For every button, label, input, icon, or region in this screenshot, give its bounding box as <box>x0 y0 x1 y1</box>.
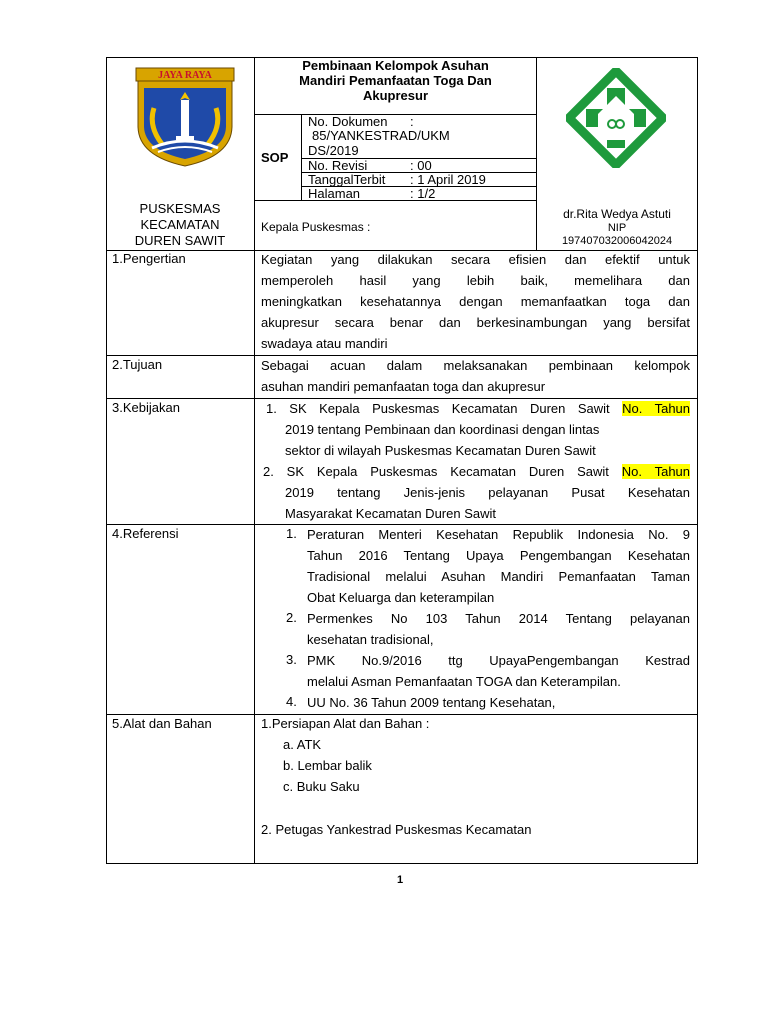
row-line-5 <box>106 714 698 715</box>
table-border-right <box>697 57 698 864</box>
section-text-tujuan <box>261 355 690 397</box>
section-label-alat-bahan: 5.Alat dan Bahan <box>112 716 212 731</box>
document-title-line-2: Mandiri Pemanfaatan Toga Dan <box>299 73 492 88</box>
doc-no-colon: : <box>410 114 414 129</box>
doc-no-value-line-1: 85/YANKESTRAD/UKM <box>312 128 450 143</box>
reference-item-1 <box>307 524 690 608</box>
section-text-pengertian <box>261 249 690 354</box>
policy-item-2 <box>263 461 690 482</box>
revision-value: : 00 <box>410 158 432 173</box>
text-line: akupresur secara benar dan berkesinambungan yang bersifat <box>261 315 690 330</box>
tools-item-2: 2. Petugas Yankestrad Puskesmas Kecamatan <box>261 822 532 837</box>
reference-line: Tradisional melalui Asuhan Mandiri Pemanfaatan Taman <box>307 569 690 584</box>
org-name-line-1: PUSKESMAS <box>139 201 221 216</box>
policy-line: sektor di wilayah Puskesmas Kecamatan Duren Sawit <box>285 443 596 458</box>
table-border-bottom <box>106 863 698 864</box>
reference-number: 3. <box>286 652 297 667</box>
policy-line: 2. SK Kepala Puskesmas Kecamatan Duren Sawit No. Tahun <box>263 464 691 479</box>
header-line-meta <box>254 200 537 201</box>
highlight-placeholder: No. Tahun <box>621 464 691 479</box>
reference-number: 1. <box>286 526 297 541</box>
text-line: Sebagai acuan dalam melaksanakan pembinaan kelompok <box>261 358 690 373</box>
reference-line: Obat Keluarga dan keterampilan <box>307 590 495 605</box>
text-line: meningkatkan kesehatannya dengan memanfaatkan toga dan <box>261 294 690 309</box>
doc-no-label: No. Dokumen <box>308 114 388 129</box>
signer-name: dr.Rita Wedya Astuti <box>563 207 671 221</box>
tools-subitem: c. Buku Saku <box>283 779 360 794</box>
nip-label: NIP <box>607 222 627 234</box>
reference-number: 2. <box>286 610 297 625</box>
reference-line: Permenkes No 103 Tahun 2014 Tentang pelayanan <box>307 611 690 626</box>
policy-item-1 <box>266 398 690 419</box>
page-value: : 1/2 <box>410 186 436 201</box>
reference-line: Peraturan Menteri Kesehatan Republik Indonesia No. 9 <box>307 527 690 542</box>
document-title-line-3: Akupresur <box>362 88 429 103</box>
logo-banner-text: JAYA RAYA <box>158 70 212 81</box>
highlight-placeholder: No. Tahun <box>622 401 691 416</box>
tools-subitem: a. ATK <box>283 737 322 752</box>
page-number: 1 <box>396 874 404 886</box>
revision-label: No. Revisi <box>308 158 368 173</box>
text-line: asuhan mandiri pemanfaatan toga dan akupresur <box>261 379 546 394</box>
reference-line: PMK No.9/2016 ttg UpayaPengembangan Kestrad <box>307 653 690 668</box>
date-value: : 1 April 2019 <box>410 172 486 187</box>
reference-number: 4. <box>286 694 297 709</box>
reference-item-4 <box>307 692 690 713</box>
reference-line: melalui Asman Pemanfaatan TOGA dan Keterampilan. <box>307 674 621 689</box>
section-label-referensi: 4.Referensi <box>112 526 179 541</box>
text-line: Kegiatan yang dilakukan secara efisien dan efektif untuk <box>261 252 690 267</box>
reference-line: UU No. 36 Tahun 2009 tentang Kesehatan, <box>307 695 556 710</box>
policy-item-1-cont <box>285 419 690 461</box>
health-cross-logo <box>566 68 666 168</box>
doc-no-value-line-2: DS/2019 <box>308 143 359 158</box>
page-label: Halaman <box>308 186 361 201</box>
text-line: memperoleh hasil yang lebih baik, memelihara dan <box>261 273 690 288</box>
policy-item-2-cont <box>285 482 690 524</box>
head-label: Kepala Puskesmas : <box>261 220 371 234</box>
reference-item-3 <box>307 650 690 692</box>
text-line: swadaya atau mandiri <box>261 336 388 351</box>
jakarta-coat-of-arms-logo <box>132 64 238 168</box>
reference-line: Tahun 2016 Tentang Upaya Pengembangan Kesehatan <box>307 548 690 563</box>
sop-label: SOP <box>261 150 289 165</box>
org-name-line-2: KECAMATAN <box>140 217 220 232</box>
section-label-kebijakan: 3.Kebijakan <box>112 400 180 415</box>
document-title-line-1: Pembinaan Kelompok Asuhan <box>302 58 489 73</box>
nip-value: 197407032006042024 <box>561 235 673 247</box>
org-name-line-3: DUREN SAWIT <box>134 233 226 248</box>
policy-line: 2019 tentang Pembinaan dan koordinasi dengan lintas <box>285 422 600 437</box>
column-divider <box>254 57 255 864</box>
policy-line: 2019 tentang Jenis-jenis pelayanan Pusat Kesehatan <box>285 485 690 500</box>
policy-line: 1. SK Kepala Puskesmas Kecamatan Duren Sawit No. Tahun <box>266 401 691 416</box>
reference-item-2 <box>307 608 690 650</box>
header-line-title <box>254 114 537 115</box>
tools-subitem: b. Lembar balik <box>283 758 372 773</box>
date-label: TanggalTerbit <box>308 172 386 187</box>
section-label-pengertian: 1.Pengertian <box>112 251 186 266</box>
table-border-left <box>106 57 107 864</box>
reference-line: kesehatan tradisional, <box>307 632 434 647</box>
section-label-tujuan: 2.Tujuan <box>112 357 163 372</box>
tools-heading: 1.Persiapan Alat dan Bahan : <box>261 716 430 731</box>
policy-line: Masyarakat Kecamatan Duren Sawit <box>285 506 496 521</box>
